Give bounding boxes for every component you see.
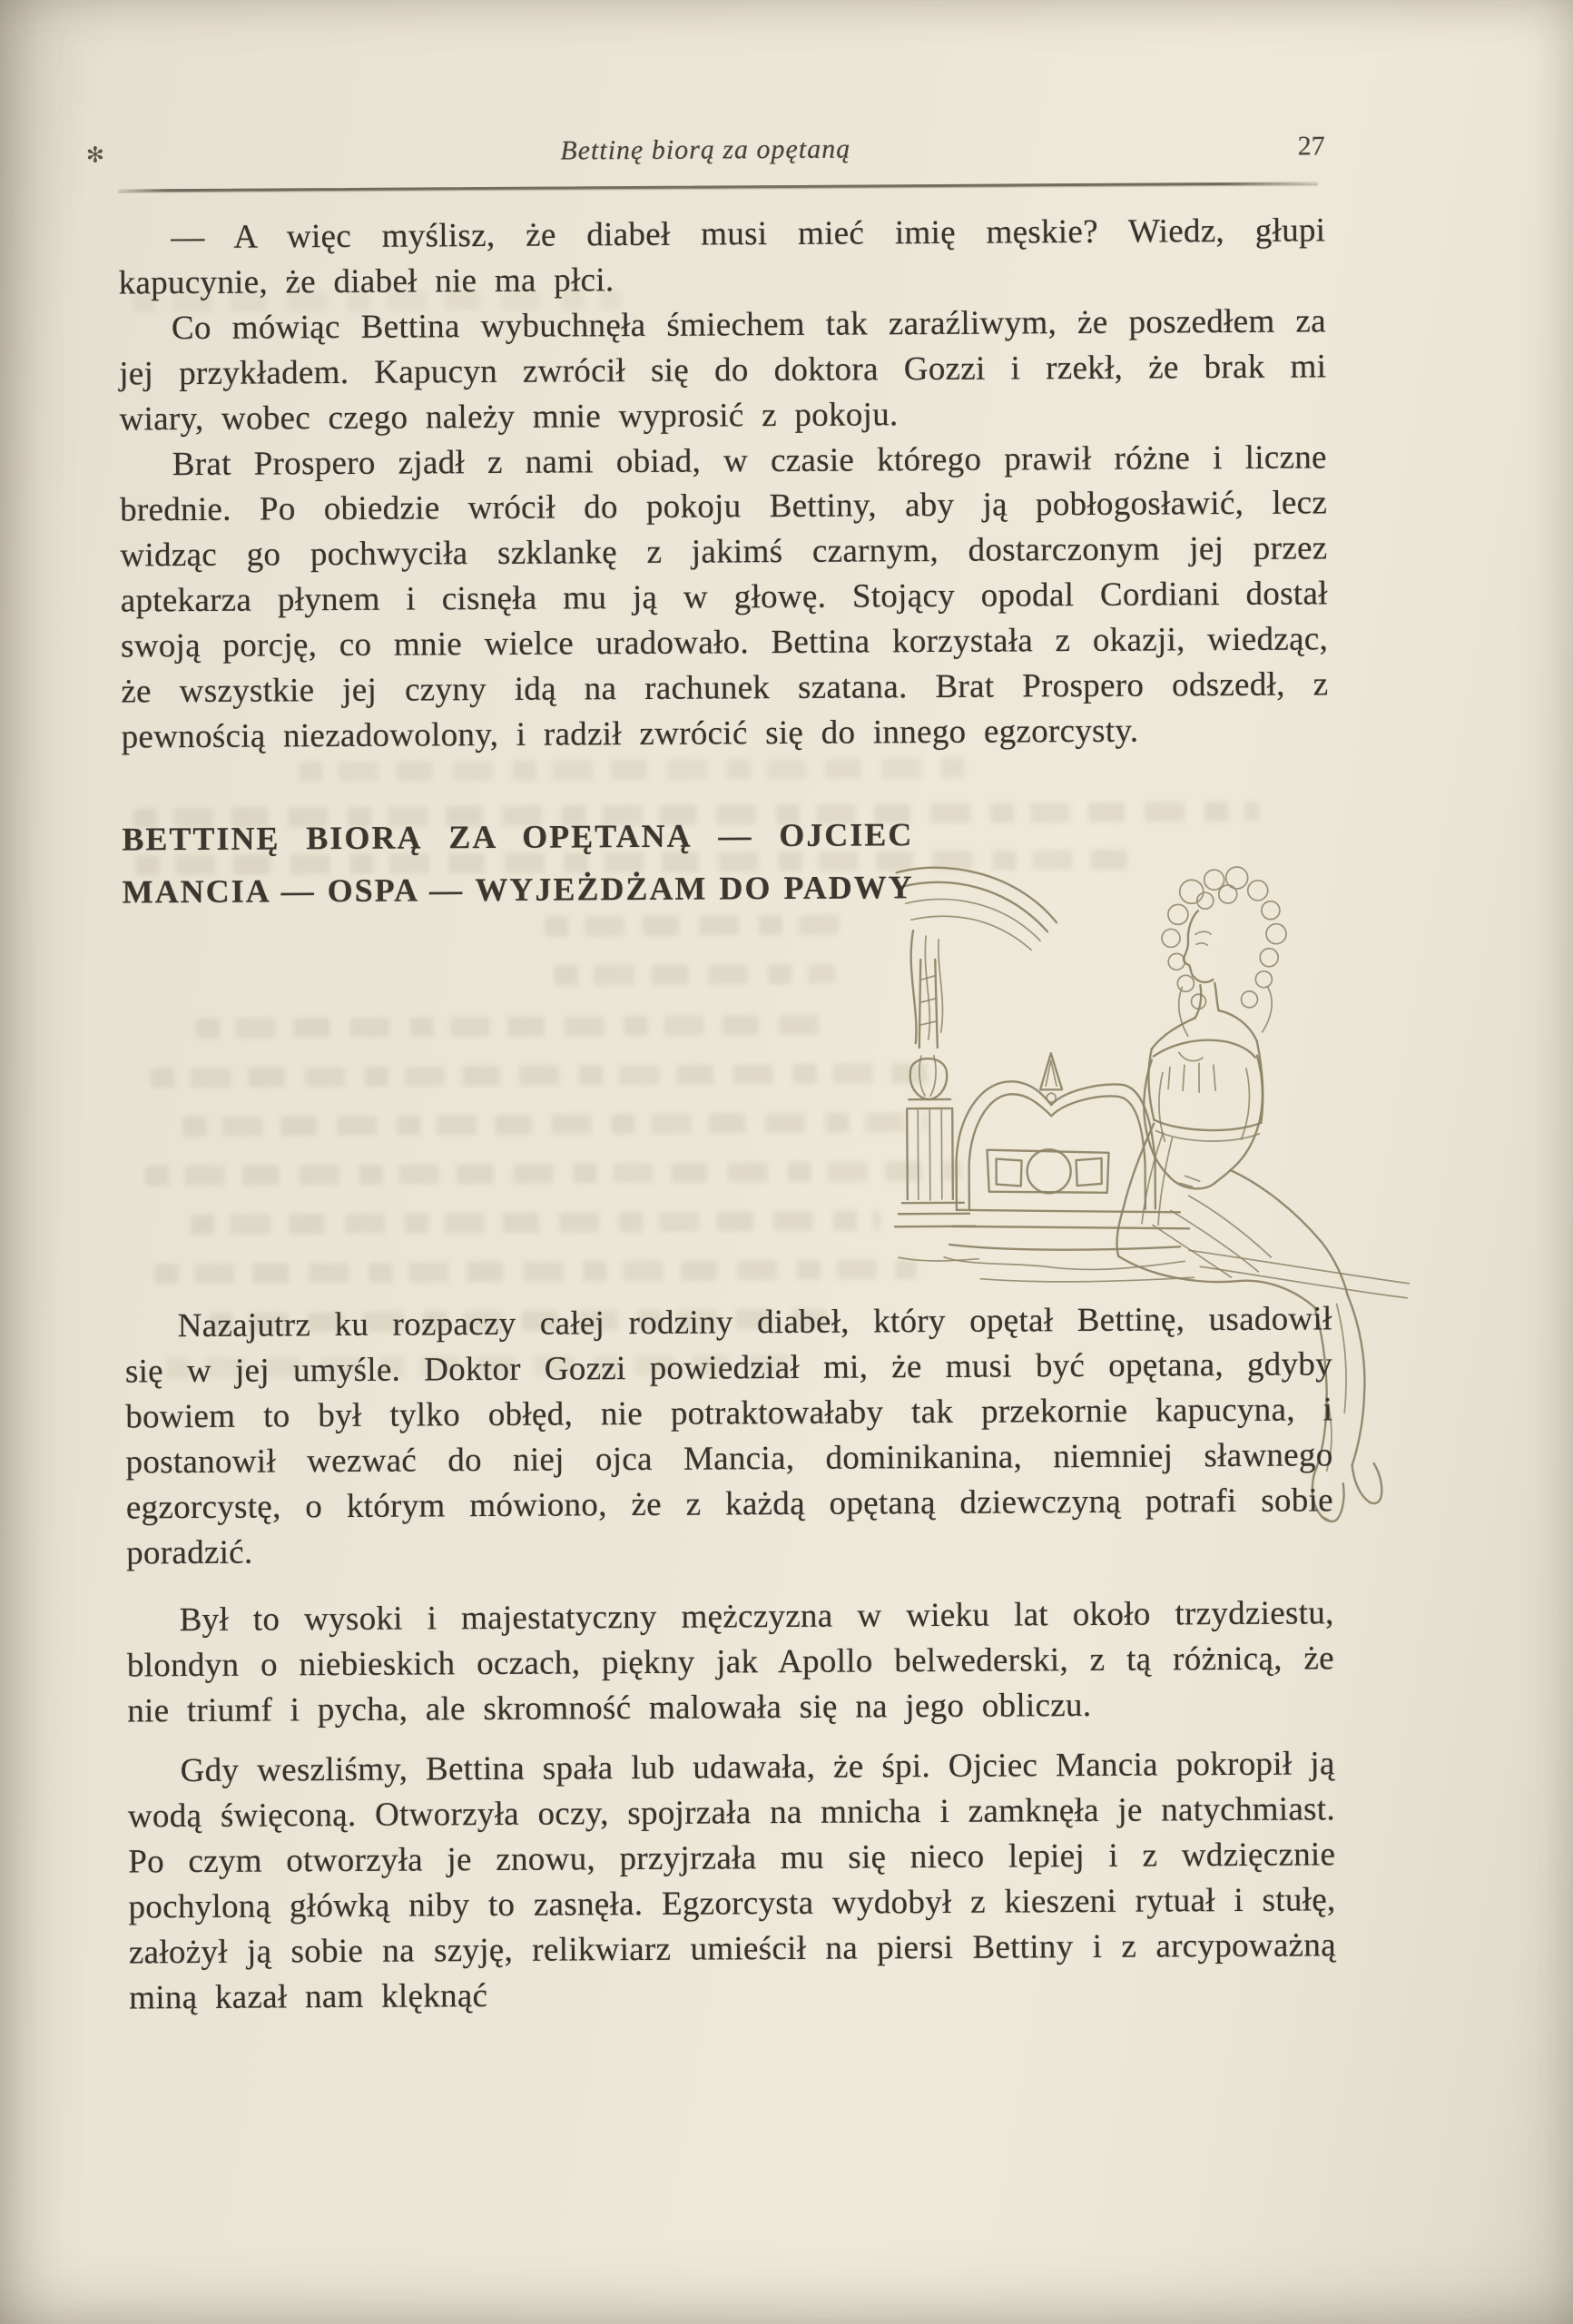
paragraph: Gdy weszliśmy, Bettina spała lub udawała, że śpi. Ojciec Mancia pokropił ją wodą święconą. Otworzyła oczy, spojrzała na mnicha i zamknęła je natychmiast. Po czym otworzyła je znowu, przyjrzała mu się nieco lepiej i z wdzięcznie pochyloną główką niby to zasnęła. Egzorcysta wydobył z kieszeni rytuał i stułę, założył ją sobie na szyję, relikwiarz umieścił na piersi Bettiny i z arcypoważną miną kazał nam klęknąć (127, 1745, 1336, 2017)
paragraph: Co mówiąc Bettina wybuchnęła śmiechem tak zaraźliwym, że poszedłem za jej przykładem. Kapucyn zwrócił się do doktora Gozzi i rzekł, że brak mi wiary, wobec czego należy mnie wyprosić z pokoju. (119, 302, 1327, 438)
page-number: 27 (1297, 131, 1325, 162)
chapter-heading-line: BETTINĘ BIORĄ ZA OPĘTANĄ — OJCIEC (122, 816, 914, 858)
paragraph: Nazajutrz ku rozpaczy całej rodziny diabeł, który opętał Bettinę, usadowił się w jej umyśle. Doktor Gozzi powiedział mi, że musi być opętana, gdyby bowiem to był tylko obłęd, nie potraktowałaby tak przekornie kapucyna, i postanowił wezwać do niej ojca Mancia, dominikanina, niemniej sławnego egzorcystę, o którym mówiono, że z każdą opętaną dziewczyną potrafi sobie poradzić. (124, 1300, 1333, 1572)
chapter-heading (122, 808, 914, 918)
signature-mark: ✻ (85, 143, 104, 168)
header-rule (118, 182, 1318, 192)
text-column (85, 131, 1337, 2021)
running-title: Bettinę biorą za opętaną (560, 133, 851, 166)
chapter-heading-line: MANCIA — OSPA — WYJEŻDŻAM DO PADWY (122, 869, 914, 911)
paragraph-dialogue: — A więc myślisz, że diabeł musi mieć imię męskie? Wiedz, głupi kapucynie, że diabeł nie ma płci. (118, 212, 1326, 302)
paragraph: Był to wysoki i majestatyczny mężczyzna w wieku lat około trzydziestu, blondyn o niebieskich oczach, piękny jak Apollo belwederski, z tą różnicą, że nie triumf i pycha, ale skromność malowała się na jego obliczu. (126, 1594, 1335, 1730)
paragraph: Brat Prospero zjadł z nami obiad, w czasie którego prawił różne i liczne brednie. Po obiedzie wrócił do pokoju Bettiny, aby ją pobłogosławić, lecz widząc go pochwyciła szklankę z jakimś czarnym, dostarczonym jej przez aptekarza płynem i cisnęła mu ją w głowę. Stojący opodal Cordiani dostał swoją porcję, co mnie wielce uradowało. Bettina korzystała z okazji, wiedząc, że wszystkie jej czyny idą na rachunek szatana. Brat Prospero odszedł, z pewnością niezadowolony, i radził zwrócić się do innego egzorcysty. (120, 438, 1329, 756)
running-header (86, 131, 1325, 180)
